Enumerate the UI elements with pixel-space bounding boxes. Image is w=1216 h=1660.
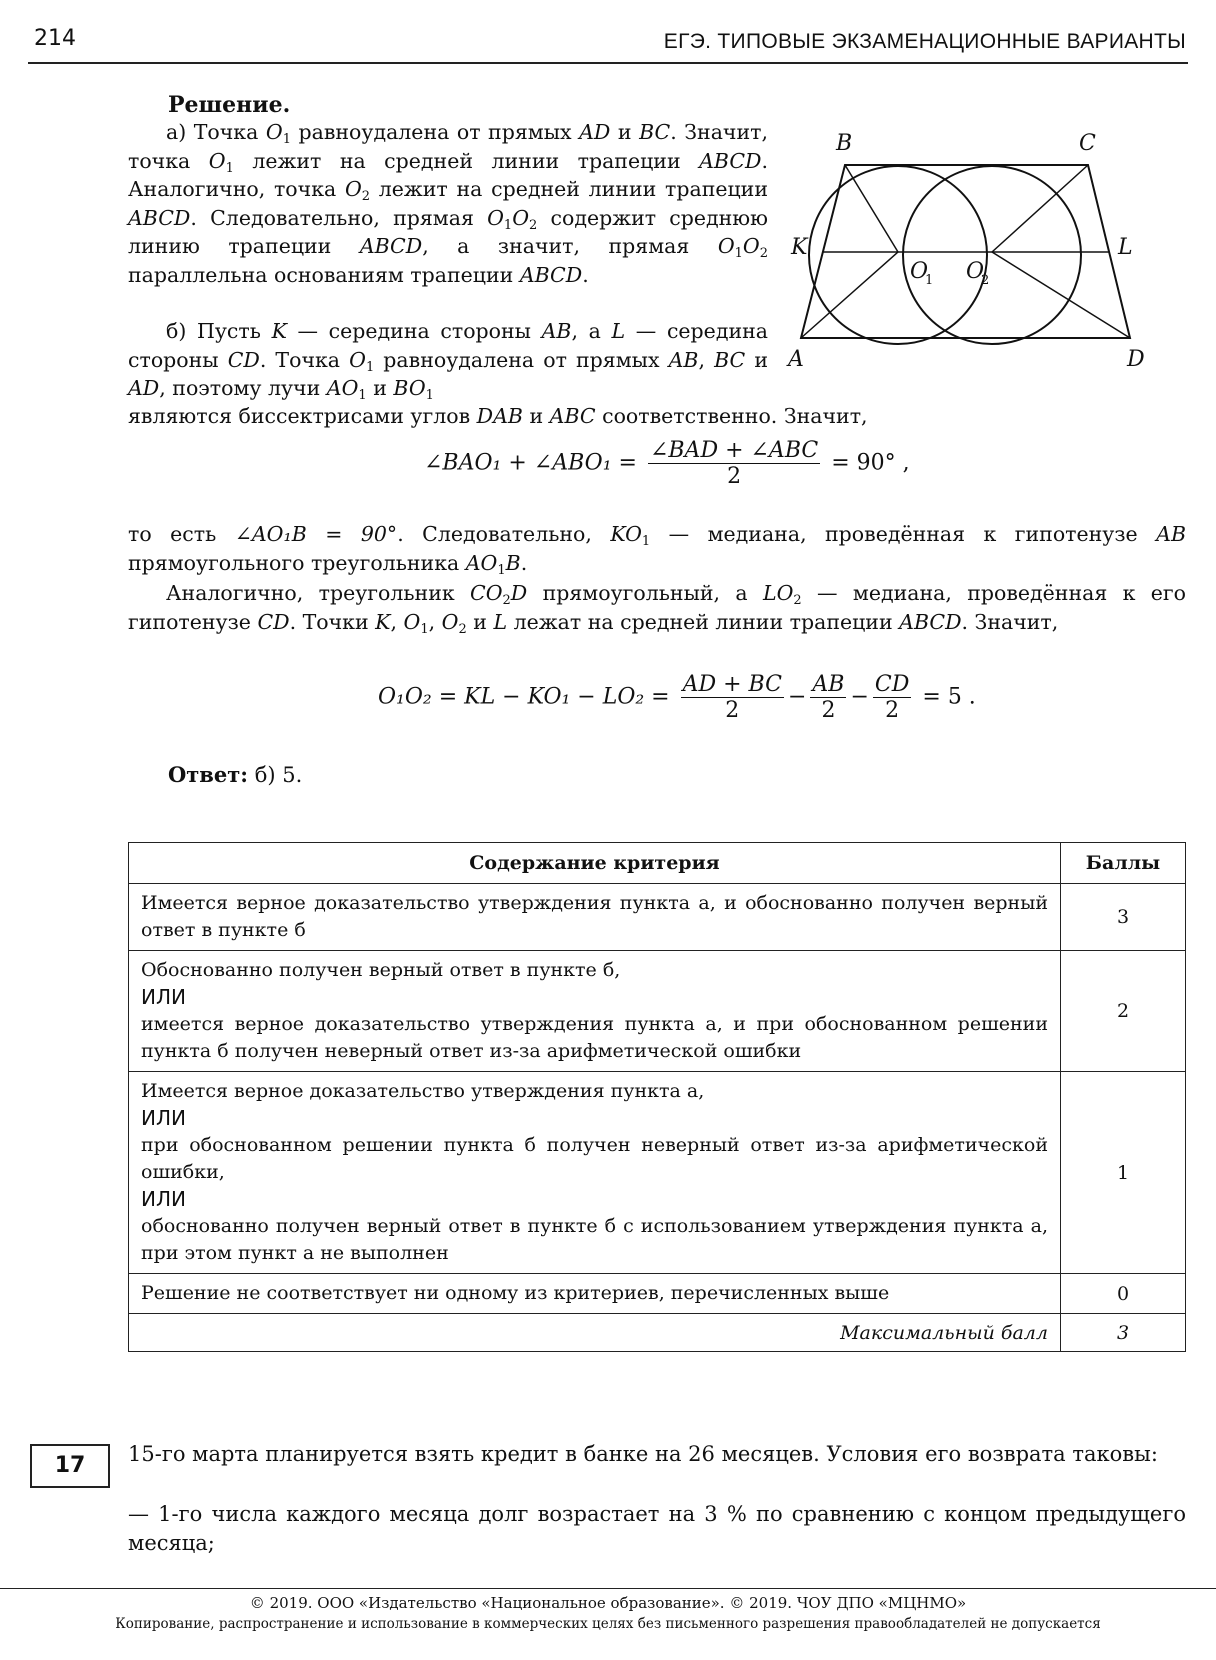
header-divider [28, 62, 1188, 64]
label-k: K [791, 235, 808, 260]
solution-part-a: а) Точка $O_1$ равноудалена от прямых AD и BC. Значит, точка $O_1$ лежит на средней линии трапеции ABCD. Аналогично, точка $O_2$ лежит на средней линии трапеции ABCD. Следовательно, прямая $O_1O_2$ содержит среднюю линию трапеции ABCD, а значит, прямая $O_1O_2$ параллельна основаниям трапеции ABCD. [128, 120, 769, 287]
circle-o2 [903, 166, 1081, 344]
criterion-score: 3 [1061, 884, 1186, 951]
criterion-text: Решение не соответствует ни одному из критериев, перечисленных выше [129, 1274, 1061, 1314]
page-number: 214 [34, 26, 76, 51]
criterion-score: 1 [1061, 1072, 1186, 1274]
table-row-max [129, 1314, 1186, 1352]
copyright-line: © 2019. ООО «Издательство «Национальное образование». © 2019. ЧОУ ДПО «МЦНМО» [249, 1594, 967, 1612]
table-row [129, 884, 1186, 951]
label-a: A [788, 347, 804, 372]
formula-o1o2: O₁O₂ = KL − KO₁ − LO₂ = $\frac{AD + BC}{2}$ − $\frac{AB}{2}$ − $\frac{CD}{2}$ = 5 . [378, 672, 976, 723]
copyright-notice: Копирование, распространение и использование в коммерческих целях без письменного разрешения правообладателей не допускается [115, 1616, 1101, 1632]
table-row [129, 1274, 1186, 1314]
table-row [129, 951, 1186, 1072]
table-header-row [129, 843, 1186, 884]
criterion-text: Имеется верное доказательство утверждения пункта а, и обоснованно получен верный ответ в пункте б [129, 884, 1061, 951]
criterion-score: 2 [1061, 951, 1186, 1072]
answer: Ответ: б) 5. [168, 762, 303, 787]
solution-paragraph-4: Аналогично, треугольник $CO_2D$ прямоугольный, а $LO_2$ — медиана, проведённая к его гипотенузе CD. Точки K, $O_1$, $O_2$ и L лежат на средней линии трапеции ABCD. Значит, [128, 581, 1186, 637]
task17-condition-1: 15-го марта планируется взять кредит в банке на 26 месяцев. Условия его возврата таковы: [128, 1442, 1158, 1466]
label-o2: O [966, 259, 985, 284]
svg-text:2: 2 [981, 273, 990, 288]
criterion-text: Обоснованно получен верный ответ в пункте б, ИЛИ имеется верное доказательство утверждения пункта а, и при обоснованном решении пункта б получен неверный ответ из-за арифметической ошибки [129, 951, 1061, 1072]
column-header-score: Баллы [1061, 843, 1186, 884]
trapezoid-figure [788, 130, 1180, 400]
solution-part-b-cont: являются биссектрисами углов DAB и ABC соответственно. Значит, [128, 404, 868, 428]
table-row [129, 1072, 1186, 1274]
max-score-label: Максимальный балл [129, 1314, 1061, 1352]
solution-paragraph-3: то есть ∠AO₁B = 90°. Следовательно, $KO_1$ — медиана, проведённая к гипотенузе AB прямоугольного треугольника $AO_1B$. [128, 522, 1187, 578]
label-d: D [1127, 347, 1145, 372]
label-l: L [1118, 235, 1133, 260]
criterion-text: Имеется верное доказательство утверждения пункта а, ИЛИ при обоснованном решении пункта б получен неверный ответ из-за арифметической ошибки, ИЛИ обоснованно получен верный ответ в пункте б с использованием утверждения пункта а, при этом пункт а не выполнен [129, 1072, 1061, 1274]
criterion-score: 0 [1061, 1274, 1186, 1314]
column-header-content: Содержание критерия [129, 843, 1061, 884]
solution-part-b: б) Пусть K — середина стороны AB, а L — середина стороны CD. Точка $O_1$ равноудалена от прямых AB, BC и AD, поэтому лучи $AO_1$ и $BO_1$ [128, 319, 768, 403]
label-c: C [1079, 131, 1096, 156]
circle-o1 [809, 166, 990, 344]
label-o1: O [910, 259, 929, 284]
solution-title: Решение. [168, 92, 291, 118]
svg-text:1: 1 [925, 273, 934, 288]
footer-divider [0, 1588, 1216, 1589]
formula-angle-sum: ∠BAO₁ + ∠ABO₁ = $\frac{\text{∠BAD + ∠ABC}}{2}$ = 90° , [424, 438, 910, 489]
task-number-box: 17 [30, 1444, 110, 1488]
running-header-title: ЕГЭ. ТИПОВЫЕ ЭКЗАМЕНАЦИОННЫЕ ВАРИАНТЫ [663, 30, 1186, 53]
criteria-table [128, 842, 1186, 1352]
label-b: B [836, 131, 853, 156]
max-score-value: 3 [1061, 1314, 1186, 1352]
task17-condition-2: — 1-го числа каждого месяца долг возрастает на 3 % по сравнению с концом предыдущего месяца; [128, 1502, 1186, 1555]
